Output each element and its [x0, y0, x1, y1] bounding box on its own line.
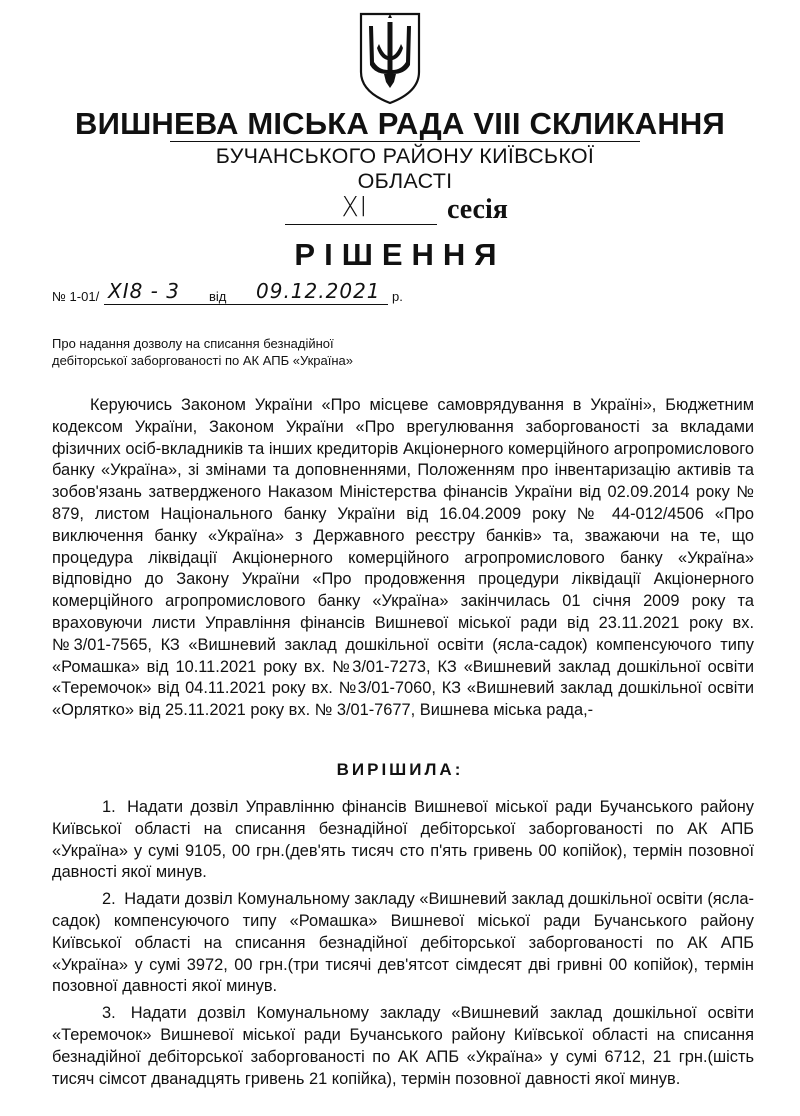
- resolution-item-2: [52, 889, 754, 998]
- resolution-item-1: [52, 797, 754, 884]
- item-text: Надати дозвіл Комунальному закладу «Вишневий заклад дошкільної освіти «Теремочок» Вишневої міської ради Бучанського району Київської області на списання безнадійної дебіторської заборгованості по АК АПБ «Україна» у сумі 6712, 21 грн.(шість тисяч сімсот дванадцять гривень 21 копійка), термін позовної давності якої минув.: [52, 1004, 754, 1088]
- item-text: Надати дозвіл Управлінню фінансів Вишневої міської ради Бучанського району Київської області на списання безнадійної дебіторської заборгованості по АК АПБ «Україна» у сумі 9105, 00 грн.(дев'ять тисяч сто п'ять гривень 00 копійок), термін позовної давності якої минув.: [52, 798, 754, 882]
- decision-subject: [52, 336, 412, 369]
- resolution-item-3: [52, 1003, 754, 1090]
- number-prefix: № 1-01/: [52, 289, 100, 304]
- subject-line-2: дебіторської заборгованості по АК АПБ «Україна»: [52, 352, 354, 368]
- document-type-title: РІШЕННЯ: [294, 237, 506, 272]
- item-number: 3.: [102, 1004, 116, 1023]
- item-number: 1.: [102, 798, 116, 816]
- resolution-items: [52, 797, 754, 1095]
- item-text: Надати дозвіл Комунальному закладу «Вишневий заклад дошкільної освіти (ясла-садок) компенсуючого типу «Ромашка» Вишневої міської ради Бучанського району Київської області на списання безнадійної дебіторської заборгованості по АК АПБ «Україна» у сумі 3972, 00 грн.(три тисячі дев'ятсот сімдесят дві гривні 00 копійок), термін позовної давності якої минув.: [52, 890, 754, 996]
- preamble-paragraph: Керуючись Законом України «Про місцеве самоврядування в Україні», Бюджетним кодексом України, Законом України «Про врегулювання заборгованості за вкладами фізичних осіб-вкладників та інших кредиторів Акціонерного комерційного агропромислового банку «Україна», зі змінами та доповненнями, Положенням про інвентаризацію активів та зобов'язань затвердженого Наказом Міністерства фінансів України від 02.09.2014 року № 879, листом Національного банку України від 16.04.2009 року № 44-012/4506 «Про виключення банку «Україна» з Державного реєстру банків» та, зважаючи на те, що процедура ліквідації Акціонерного комерційного агропромислового банку «Україна» відповідно до Закону України «Про продовження процедури ліквідації Акціонерного комерційного агропромислового банку «Україна» закінчилась 01 січня 2009 року та враховуючи листи Управління фінансів Вишневої міської ради від 23.11.2021 року вх. №3/01-7565, КЗ «Вишневий заклад дошкільної освіти (ясла-садок) компенсуючого типу «Ромашка» від 10.11.2021 року вх. №3/01-7273, КЗ «Вишневий заклад дошкільної освіти «Теремочок» від 04.11.2021 року вх. №3/01-7060, КЗ «Вишневий заклад дошкільної освіти «Орлятко» від 25.11.2021 року вх. № 3/01-7677, Вишнева міська рада,-: [52, 396, 754, 720]
- subject-line-1: Про надання дозволу на списання безнадійної: [52, 336, 334, 351]
- handwritten-number: XI8 - 3: [108, 279, 180, 303]
- year-suffix: р.: [392, 289, 403, 304]
- item-number: 2.: [102, 890, 116, 909]
- trident-coat-of-arms-icon: [357, 10, 423, 106]
- session-label: сесія: [447, 194, 508, 225]
- date-underline: [230, 303, 388, 305]
- council-title: ВИШНЕВА МІСЬКА РАДА VIII СКЛИКАННЯ: [75, 106, 725, 141]
- date-from-label: від: [209, 289, 227, 304]
- session-number: XI: [341, 190, 368, 223]
- handwritten-date: 09.12.2021: [256, 279, 381, 303]
- resolved-heading: ВИРІШИЛА:: [336, 760, 464, 779]
- council-subtitle: БУЧАНСЬКОГО РАЙОНУ КИЇВСЬКОЇ ОБЛАСТІ: [170, 141, 640, 194]
